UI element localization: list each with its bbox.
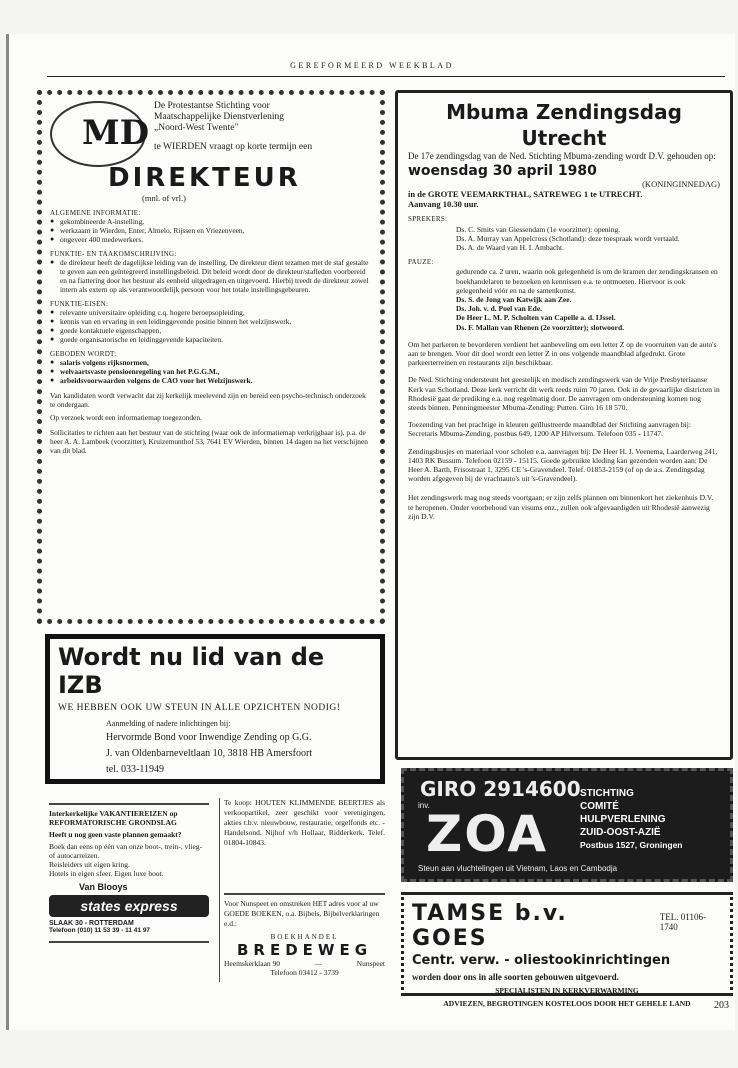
tamse-line-1: worden door ons in alle soorten gebouwen uitgevoerd. bbox=[412, 972, 619, 982]
application-text: Sollicitaties te richten aan het bestuur van de stichting (waar ook de informatiemap verkrijgbaar is), p.a. de heer A. A. Lambeek (voorzitter), Kruizemunthof 53, 7641 EV Wierden, binnen 14 dagen na het verschijnen van dit blad. bbox=[50, 428, 368, 455]
mbuma-closing: Het zendingswerk mag nog steeds voortgaan; er zijn zelfs plannen om binnenkort het ziekenhuis D.V. te heropenen. Onder voorbehoud van visums enz., zullen ook afgevaardigden uit Rhodesië aanwezig zijn D.V. bbox=[408, 493, 714, 521]
requirement-item: ● kennis van en ervaring in een leidinggevende positie binnen het welzijnswerk, bbox=[50, 317, 372, 326]
offer-label: GEBODEN WORDT: bbox=[50, 350, 117, 358]
direkteur-subtitle: (mnl. of vrl.) bbox=[142, 193, 186, 203]
info-item: ● ongeveer 400 medewerkers. bbox=[50, 235, 372, 244]
requirement-item: ● goede kontaktuele eigenschappen, bbox=[50, 326, 372, 335]
vakantie-line-3: Boek dan eens op één van onze boot-, trein-, vlieg- of autocarreizen. bbox=[49, 842, 203, 860]
boekhandel-intro: Voor Nunspeet en omstreken HET adres voor al uw GOEDE BOEKEN, o.a. Bijbels, Bijbelverklaringen e.d.: bbox=[224, 899, 380, 928]
tasks-label: FUNKTIE- EN TAAKOMSCHRIJVING: bbox=[50, 250, 177, 258]
zoa-line-1: STICHTING bbox=[580, 788, 634, 799]
zoa-footer: Steun aan vluchtelingen uit Vietnam, Laos en Cambodja bbox=[418, 864, 618, 873]
info-item: ● gekombineerde A-instelling, bbox=[50, 217, 372, 226]
izb-line-2: Aanmelding of nadere inlichtingen bij: bbox=[106, 719, 231, 728]
offer-item: ● arbeidsvoorwaarden volgens de CAO voor het Welzijnswerk. bbox=[50, 376, 372, 385]
pause-speaker: Ds. F. Mallan van Rhenen (2e voorzitter); slotwoord. bbox=[456, 322, 625, 332]
mbuma-parking: Om het parkeren te bevorderen verdient het aanbeveling om een letter Z op de voorruiten van de auto's aan te brengen. Voor dit doel wordt een letter Z in ons volgende maandblad afgedrukt. Grote parkeerterreinen en restaurants zijn beschikbaar. bbox=[408, 339, 717, 368]
org-intro: te WIERDEN vraagt op korte termijn een bbox=[154, 142, 313, 152]
page-header: GEREFORMEERD WEEKBLAD bbox=[290, 61, 454, 70]
tamse-line-3: ADVIEZEN, BEGROTINGEN KOSTELOOS DOOR HET GEHELE LAND bbox=[443, 999, 691, 1008]
vakantie-line-5: Hotels in eigen sfeer. Eigen luxe boot. bbox=[49, 869, 164, 878]
candidates-text: Van kandidaten wordt verwacht dat zij kerkelijk meelevend zijn en bereid een psycho-technisch onderzoek te ondergaan. bbox=[50, 391, 366, 409]
boekhandel-street: Heemskerklaan 90 bbox=[224, 959, 281, 968]
boekhandel-label: BOEKHANDEL bbox=[270, 933, 339, 941]
ad-direkteur bbox=[37, 90, 385, 624]
vakantie-line-4: Reisleiders uit eigen kring. bbox=[49, 860, 130, 869]
logo-mark: MD bbox=[82, 113, 150, 153]
zoa-line-4: ZUID-OOST-AZIË bbox=[580, 827, 661, 838]
vakantie-phone: Telefoon (010) 11 53 39 - 11 41 97 bbox=[49, 927, 151, 934]
pause-speaker: Ds. Joh. v. d. Poel van Ede. bbox=[456, 304, 543, 314]
speakers-label: SPREKERS: bbox=[408, 215, 448, 224]
mbuma-title: Mbuma Zendingsdag Utrecht bbox=[446, 100, 682, 150]
izb-title: Wordt nu lid van de IZB bbox=[58, 643, 325, 699]
tamse-title: TAMSE b.v. GOES bbox=[412, 901, 568, 951]
tamse-phone: TEL. 01106-1740 bbox=[659, 912, 706, 932]
zoa-line-5: Postbus 1527, Groningen bbox=[580, 840, 683, 850]
mbuma-date: woensdag 30 april 1980 bbox=[408, 163, 597, 179]
wavy-rule bbox=[49, 798, 209, 805]
wavy-rule bbox=[49, 936, 209, 943]
ad-boekhandel bbox=[219, 886, 385, 982]
vakantie-address: SLAAK 30 - ROTTERDAM bbox=[49, 920, 134, 927]
header-rule bbox=[47, 76, 725, 77]
info-item: ● werkzaam in Wierden, Enter, Almelo, Rijssen en Vriezenveen, bbox=[50, 226, 372, 235]
boekhandel-name: BREDEWEG bbox=[236, 941, 373, 959]
vakantie-line-1: Interkerkelijke VAKANTIEREIZEN op REFORMATORISCHE GRONDSLAG bbox=[49, 809, 178, 827]
speaker-item: Ds. C. Smits van Giessendam (1e voorzitter): opening. bbox=[456, 224, 621, 234]
ad-izb bbox=[45, 634, 385, 784]
requirement-item: ● goede organisatorische en leidinggevende kapaciteiten. bbox=[50, 335, 372, 344]
izb-line-3: Hervormde Bond voor Inwendige Zending op G.G. bbox=[106, 732, 312, 743]
boekhandel-town: Nunspeet bbox=[356, 959, 385, 968]
izb-line-1: WE HEBBEN OOK UW STEUN IN ALLE OPZICHTEN NODIG! bbox=[58, 703, 341, 713]
page-number: 203 bbox=[714, 1000, 729, 1011]
org-line-1: De Protestantse Stichting voor bbox=[154, 101, 270, 111]
speaker-item: Ds. A. Murray van Appelcross (Schotland): deze toespraak wordt vertaald. bbox=[456, 233, 680, 243]
tamse-subtitle: Centr. verw. - oliestookinrichtingen bbox=[412, 953, 671, 968]
pause-speaker: De Heer L. M. P. Scholten van Capelle a. d. IJssel. bbox=[456, 313, 616, 323]
vakantie-line-2: Heeft u nog geen vaste plannen gemaakt? bbox=[49, 830, 182, 839]
mbuma-place: in de GROTE VEEMARKTHAL, SATREWEG 1 te UTRECHT. bbox=[408, 189, 643, 200]
org-line-3: „Noord-West Twente" bbox=[154, 123, 239, 133]
offer-item: ● salaris volgens rijksnormen, bbox=[50, 358, 372, 367]
ad-mbuma bbox=[395, 90, 733, 760]
infomap-text: Op verzoek wordt een informatiemap toegezonden. bbox=[50, 413, 202, 422]
zoa-line-2: COMITÉ bbox=[580, 801, 619, 812]
zoa-logo: ZOA bbox=[426, 805, 549, 863]
stichting-logo bbox=[50, 101, 150, 167]
mbuma-maandblad: Toezending van het prachtige in kleuren geïllustreerde maandblad der Stichting aanvragen bij: Secretaris Mbuma-Zending, postbus 649, 1200 AP Hilversum. Telefoon 035 - 11747. bbox=[408, 420, 691, 439]
mbuma-stichting: De Ned. Stichting ondersteunt het geestelijk en medisch zendingswerk van de Vrije Presbyteriaanse Kerk van Schotland. Deze kerk verricht dit werk reeds ruim 70 jaren. Ook in de gevaarlijke districten in Rhodesië gaat de prediking e.a. nog regelmatig door. De aanvragen om ondersteuning komen nog steeds binnen. Penningmeester Mbuma-Zending: Putten. Giro 16 18 570. bbox=[408, 375, 720, 413]
coach-bus: states express bbox=[49, 895, 209, 917]
mbuma-intro: De 17e zendingsdag van de Ned. Stichting Mbuma-zending wordt D.V. gehouden op: bbox=[408, 151, 716, 161]
van-blooys-logo: Van Blooys bbox=[79, 882, 128, 892]
tamse-line-2: SPECIALISTEN IN KERKVERWARMING bbox=[495, 986, 639, 995]
mbuma-date-note: (KONINGINNEDAG) bbox=[642, 179, 720, 189]
speaker-item: Ds. A. de Waard van H. I. Ambacht. bbox=[456, 243, 564, 253]
izb-line-5: tel. 033-11949 bbox=[106, 764, 164, 775]
izb-line-4: J. van Oldenbarneveltlaan 10, 3818 HB Amersfoort bbox=[106, 748, 313, 759]
houten-text: Te koop: HOUTEN KLIMMENDE BEERTJES als verkoopartikel, zeer geschikt voor verenigingen, akties t.b.v. nieuwbouw, restauratie, orgelfonds etc. - Handelsond. Nijhof v/h Hollaar, Ridderkerk. Telef. 01804-10843. bbox=[224, 798, 385, 847]
wavy-rule bbox=[224, 888, 385, 895]
ad-vakantiereizen bbox=[45, 794, 213, 964]
pause-speaker: Ds. S. de Jong van Katwijk aan Zee. bbox=[456, 295, 572, 305]
direkteur-title: DIREKTEUR bbox=[108, 163, 301, 193]
org-line-2: Maatschappelijke Dienstverlening bbox=[154, 112, 285, 122]
requirement-item: ● relevante universitaire opleiding c.q. hogere beroepsopleiding, bbox=[50, 308, 372, 317]
pause-label: PAUZE: bbox=[408, 258, 434, 267]
zoa-inv: inv. bbox=[418, 801, 430, 810]
zoa-giro: GIRO 2914600 bbox=[420, 777, 581, 801]
boekhandel-phone: Telefoon 03412 - 3739 bbox=[270, 968, 339, 977]
info-label: ALGEMENE INFORMATIE: bbox=[50, 209, 141, 217]
pause-text: gedurende ca. 2 uren, waarin ook gelegenheid is om de kramen der zendingskransen en boekhandelaren te bezoeken en kennissen e.a. te ontmoeten. Hiervoor is ook gelegenheid vóór en na de samenkomst. bbox=[456, 267, 718, 295]
requirements-label: FUNKTIE-EISEN: bbox=[50, 300, 109, 308]
tasks-text: ● de direkteur heeft de dagelijkse leiding van de instelling. De direkteur dient tezamen met de staf gestalte te geven aan een geïntegreerd instellingsbeleid. Dit beleid wordt door de direkteur/stafleden voorbereid en na fiattering door het bestuur als eenheid uitgedragen en uitgevoerd. Hierbij treedt de direkteur zowel intern als extern op als verantwoordelijk persoon voor het totale instellingsgebeuren. bbox=[50, 258, 372, 294]
zoa-line-3: HULPVERLENING bbox=[580, 814, 666, 825]
offer-item: ● welvaartsvaste pensioenregeling van het P.G.G.M., bbox=[50, 367, 372, 376]
mbuma-busjes: Zendingsbusjes en materiaal voor scholen e.a. aanvragen bij: De Heer H. J. Veenema, Laarderweg 241, 1403 RK Bussum. Telefoon 02159 - 15115. Goede gebruikte kleding kan gezonden worden aan: De Heer A. Barth, Frisostraat 1, 3295 CE 's-Gravendeel. Telef. 01853-2159 (of op de a.s. Zendingsdag worden afgegeven bij de vrachtauto's uit 's-Gravendeel). bbox=[408, 446, 718, 484]
mbuma-start: Aanvang 10.30 uur. bbox=[408, 199, 479, 210]
ad-zoa bbox=[401, 768, 733, 882]
ad-houten-beertjes bbox=[219, 798, 385, 888]
newspaper-page bbox=[6, 34, 735, 1030]
boekhandel-dash: — bbox=[314, 959, 323, 968]
